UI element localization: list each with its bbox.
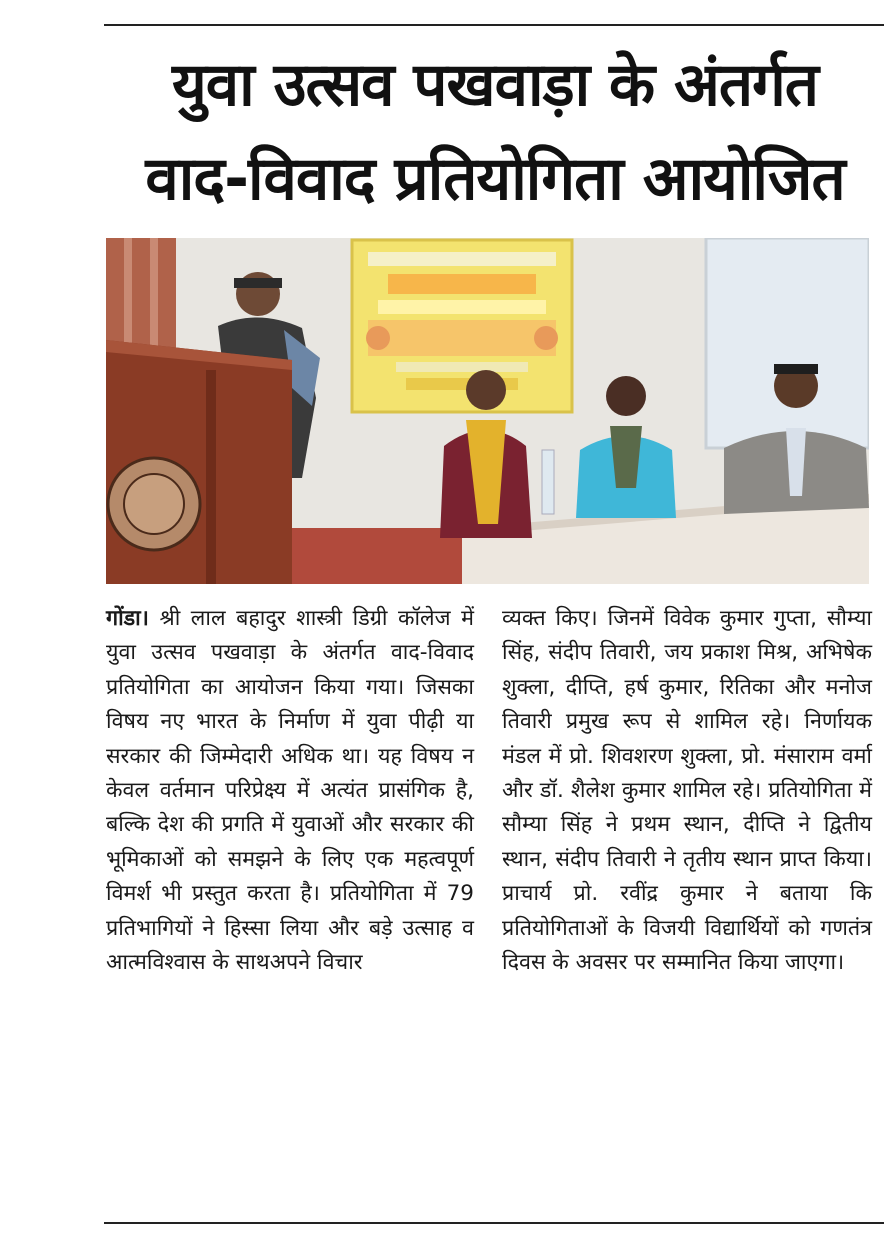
article-text-left: श्री लाल बहादुर शास्त्री डिग्री कॉलेज में युवा उत्सव पखवाड़ा के अंतर्गत वाद-विवाद प्रतियोगिता का आयोजन किया गया। जिसका विषय नए भारत के निर्माण में युवा पीढ़ी या सरकार की जिम्मेदारी अधिक था। यह विषय न केवल वर्तमान परिप्रेक्ष्य में अत्यंत प्रासंगिक है, बल्कि देश की प्रगति में युवाओं और सरकार की भूमिकाओं को समझने के लिए एक महत्वपूर्ण विमर्श भी प्रस्तुत करता है। प्रतियोगिता में 79 प्रतिभागियों ने हिस्सा लिया और बड़े उत्साह व आत्मविश्वास के साथअपने विचार xyxy=(106,606,474,976)
article-column-right xyxy=(502,602,872,980)
bottom-rule xyxy=(104,1222,884,1224)
dateline: गोंडा। xyxy=(106,606,149,631)
top-rule xyxy=(104,24,884,26)
article-text-right: व्यक्त किए। जिनमें विवेक कुमार गुप्ता, सौम्या सिंह, संदीप तिवारी, जय प्रकाश मिश्र, अभिषेक शुक्ला, दीप्ति, हर्ष कुमार, रितिका और मनोज तिवारी प्रमुख रूप से शामिल रहे। निर्णायक मंडल में प्रो. शिवशरण शुक्ला, प्रो. मंसाराम वर्मा और डॉ. शैलेश कुमार शामिल रहे। प्रतियोगिता में सौम्या सिंह ने प्रथम स्थान, दीप्ति ने द्वितीय स्थान, संदीप तिवारी ने तृतीय स्थान प्राप्त किया। प्राचार्य प्रो. रवींद्र कुमार ने बताया कि प्रतियोगिताओं के विजयी विद्यार्थियों को गणतंत्र दिवस के अवसर पर सम्मानित किया जाएगा। xyxy=(502,606,872,976)
event-photo xyxy=(106,238,869,584)
headline-line-1: युवा उत्सव पखवाड़ा के अंतर्गत xyxy=(171,50,818,120)
event-banner xyxy=(352,240,572,412)
headline-line-2: वाद-विवाद प्रतियोगिता आयोजित xyxy=(145,144,845,214)
article-column-left xyxy=(106,602,474,980)
podium xyxy=(106,340,292,584)
